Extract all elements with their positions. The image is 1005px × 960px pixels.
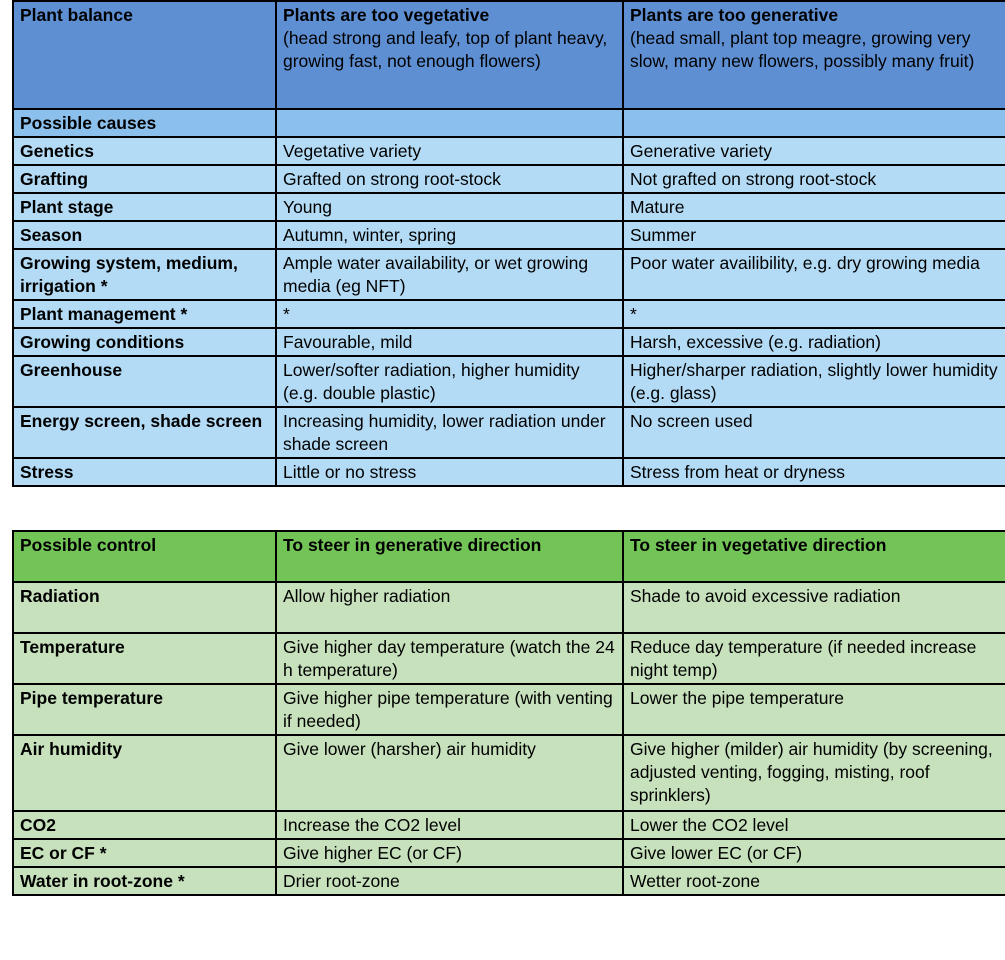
header-cell-possible-control: Possible control [13, 531, 276, 582]
generative-cell: Not grafted on strong root-stock [623, 165, 1005, 193]
table-row [13, 582, 1005, 633]
header-subtitle: (head strong and leafy, top of plant heavy, growing fast, not enough flowers) [283, 28, 608, 71]
row-label: Temperature [13, 633, 276, 684]
generative-cell: Give higher EC (or CF) [276, 839, 623, 867]
row-label: Grafting [13, 165, 276, 193]
header-title: Plant balance [20, 5, 133, 25]
generative-cell: Higher/sharper radiation, slightly lower humidity (e.g. glass) [623, 356, 1005, 407]
table-row [13, 839, 1005, 867]
generative-cell: Stress from heat or dryness [623, 458, 1005, 486]
generative-cell: * [623, 300, 1005, 328]
table-row [13, 356, 1005, 407]
table-row [13, 867, 1005, 895]
vegetative-cell: Reduce day temperature (if needed increase night temp) [623, 633, 1005, 684]
vegetative-cell: Shade to avoid excessive radiation [623, 582, 1005, 633]
vegetative-cell: Give higher (milder) air humidity (by screening, adjusted venting, fogging, misting, roof sprinklers) [623, 735, 1005, 811]
table-row [13, 735, 1005, 811]
table-row [13, 811, 1005, 839]
row-label: Water in root-zone * [13, 867, 276, 895]
row-label: EC or CF * [13, 839, 276, 867]
table-header-row [13, 1, 1005, 109]
header-cell-vegetative-direction: To steer in vegetative direction [623, 531, 1005, 582]
subheader-label: Possible causes [13, 109, 276, 137]
table-row [13, 458, 1005, 486]
vegetative-cell: Wetter root-zone [623, 867, 1005, 895]
vegetative-cell: Lower/softer radiation, higher humidity (e.g. double plastic) [276, 356, 623, 407]
generative-cell: No screen used [623, 407, 1005, 458]
vegetative-cell: Increasing humidity, lower radiation under shade screen [276, 407, 623, 458]
table-row [13, 221, 1005, 249]
header-cell-too-generative [623, 1, 1005, 109]
vegetative-cell: Vegetative variety [276, 137, 623, 165]
row-label: Radiation [13, 582, 276, 633]
header-cell-too-vegetative [276, 1, 623, 109]
generative-cell: Drier root-zone [276, 867, 623, 895]
row-label: Greenhouse [13, 356, 276, 407]
vegetative-cell: Autumn, winter, spring [276, 221, 623, 249]
header-subtitle: (head small, plant top meagre, growing very slow, many new flowers, possibly many fruit) [630, 28, 975, 71]
vegetative-cell: Young [276, 193, 623, 221]
row-label: CO2 [13, 811, 276, 839]
row-label: Season [13, 221, 276, 249]
generative-cell: Give higher day temperature (watch the 24 h temperature) [276, 633, 623, 684]
generative-cell: Generative variety [623, 137, 1005, 165]
table-row [13, 633, 1005, 684]
vegetative-cell: * [276, 300, 623, 328]
row-label: Stress [13, 458, 276, 486]
vegetative-cell: Favourable, mild [276, 328, 623, 356]
vegetative-cell: Lower the pipe temperature [623, 684, 1005, 735]
vegetative-cell: Grafted on strong root-stock [276, 165, 623, 193]
table-row [13, 328, 1005, 356]
subheader-empty-cell [276, 109, 623, 137]
row-label: Plant management * [13, 300, 276, 328]
plant-balance-table [12, 0, 1005, 487]
table-row [13, 684, 1005, 735]
generative-cell: Give higher pipe temperature (with venting if needed) [276, 684, 623, 735]
row-label: Growing conditions [13, 328, 276, 356]
generative-cell: Summer [623, 221, 1005, 249]
row-label: Growing system, medium, irrigation * [13, 249, 276, 300]
table-header-row [13, 531, 1005, 582]
row-label: Genetics [13, 137, 276, 165]
header-title: Plants are too vegetative [283, 5, 490, 25]
row-label: Air humidity [13, 735, 276, 811]
generative-cell: Poor water availibility, e.g. dry growing media [623, 249, 1005, 300]
possible-control-table [12, 530, 1005, 896]
generative-cell: Give lower (harsher) air humidity [276, 735, 623, 811]
vegetative-cell: Lower the CO2 level [623, 811, 1005, 839]
generative-cell: Increase the CO2 level [276, 811, 623, 839]
table-row [13, 300, 1005, 328]
row-label: Pipe temperature [13, 684, 276, 735]
vegetative-cell: Give lower EC (or CF) [623, 839, 1005, 867]
table-row [13, 137, 1005, 165]
generative-cell: Allow higher radiation [276, 582, 623, 633]
vegetative-cell: Little or no stress [276, 458, 623, 486]
header-title: Plants are too generative [630, 5, 839, 25]
row-label: Plant stage [13, 193, 276, 221]
vegetative-cell: Ample water availability, or wet growing media (eg NFT) [276, 249, 623, 300]
table-row [13, 407, 1005, 458]
subheader-empty-cell [623, 109, 1005, 137]
table-row [13, 193, 1005, 221]
table-row [13, 165, 1005, 193]
header-cell-generative-direction: To steer in generative direction [276, 531, 623, 582]
subheader-row [13, 109, 1005, 137]
table-row [13, 249, 1005, 300]
header-cell-plant-balance [13, 1, 276, 109]
generative-cell: Harsh, excessive (e.g. radiation) [623, 328, 1005, 356]
generative-cell: Mature [623, 193, 1005, 221]
row-label: Energy screen, shade screen [13, 407, 276, 458]
